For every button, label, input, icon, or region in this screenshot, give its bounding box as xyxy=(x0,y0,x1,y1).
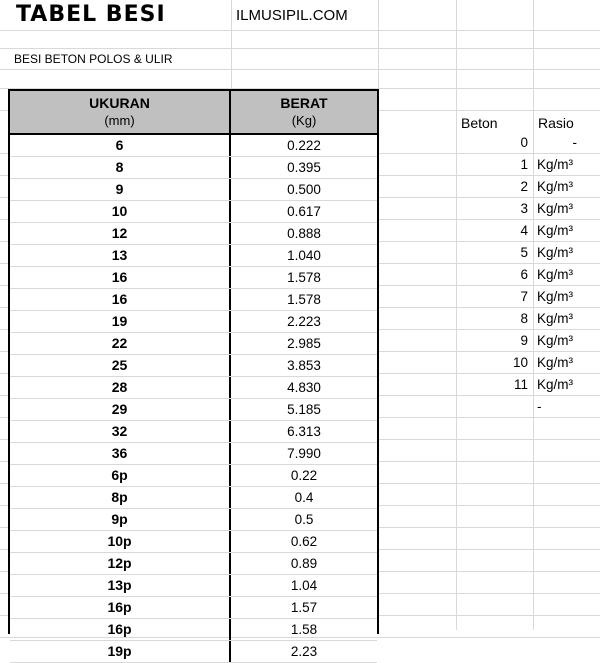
beton-cell[interactable]: 5 xyxy=(520,245,528,260)
berat-cell[interactable]: 1.04 xyxy=(290,578,318,593)
ukuran-cell[interactable]: 12 xyxy=(10,223,231,244)
ukuran-cell[interactable]: 13 xyxy=(10,245,231,266)
table-row xyxy=(10,465,377,487)
header-ukuran-unit: (mm) xyxy=(104,113,135,128)
sheet-subtitle[interactable]: BESI BETON POLOS & ULIR xyxy=(14,52,173,66)
table-row xyxy=(10,619,377,641)
table-row xyxy=(10,509,377,531)
ukuran-cell[interactable]: 32 xyxy=(10,421,231,442)
table-row xyxy=(10,179,377,201)
ukuran-cell[interactable]: 9p xyxy=(10,509,231,530)
berat-cell[interactable]: 1.578 xyxy=(287,292,321,307)
ukuran-cell[interactable]: 10p xyxy=(10,531,231,552)
beton-cell[interactable]: 8 xyxy=(520,311,528,326)
table-row xyxy=(10,487,377,509)
header-ukuran[interactable] xyxy=(10,91,231,133)
rasio-cell[interactable]: Kg/m³ xyxy=(537,223,574,238)
table-row xyxy=(10,333,377,355)
table-row xyxy=(10,311,377,333)
ukuran-cell[interactable]: 22 xyxy=(10,333,231,354)
berat-cell[interactable]: 0.222 xyxy=(287,138,321,153)
berat-cell[interactable]: 2.223 xyxy=(287,314,321,329)
rasio-cell[interactable]: Kg/m³ xyxy=(537,355,574,370)
ukuran-cell[interactable]: 25 xyxy=(10,355,231,376)
table-row xyxy=(10,377,377,399)
grid-row-line xyxy=(0,48,600,49)
berat-cell[interactable]: 0.888 xyxy=(287,226,321,241)
ukuran-cell[interactable]: 13p xyxy=(10,575,231,596)
rasio-cell[interactable]: Kg/m³ xyxy=(537,267,574,282)
ukuran-cell[interactable]: 29 xyxy=(10,399,231,420)
steel-weight-table xyxy=(8,89,379,659)
beton-cell[interactable]: 2 xyxy=(520,179,528,194)
table-body xyxy=(10,135,377,663)
berat-cell[interactable]: 0.5 xyxy=(294,512,314,527)
ukuran-cell[interactable]: 36 xyxy=(10,443,231,464)
ukuran-cell[interactable]: 19p xyxy=(10,641,231,662)
header-berat-unit: (Kg) xyxy=(291,113,317,128)
sheet-title[interactable]: TABEL BESI xyxy=(16,2,166,27)
table-row xyxy=(10,135,377,157)
rasio-trailing-cell[interactable]: - xyxy=(537,399,542,414)
beton-cell[interactable]: 7 xyxy=(520,289,528,304)
ukuran-cell[interactable]: 28 xyxy=(10,377,231,398)
ukuran-cell[interactable]: 8p xyxy=(10,487,231,508)
table-row xyxy=(10,531,377,553)
berat-cell[interactable]: 7.990 xyxy=(287,446,321,461)
berat-cell[interactable]: 0.22 xyxy=(290,468,318,483)
header-ukuran-label: UKURAN xyxy=(89,95,150,111)
ukuran-cell[interactable]: 16p xyxy=(10,619,231,640)
rasio-cell[interactable]: - xyxy=(572,135,577,150)
beton-cell[interactable]: 11 xyxy=(513,377,528,392)
table-row xyxy=(10,641,377,663)
table-row xyxy=(10,421,377,443)
berat-cell[interactable]: 0.395 xyxy=(287,160,321,175)
ukuran-cell[interactable]: 6p xyxy=(10,465,231,486)
grid-row-line xyxy=(0,30,600,31)
berat-cell[interactable]: 1.578 xyxy=(287,270,321,285)
beton-cell[interactable]: 4 xyxy=(520,223,528,238)
table-row xyxy=(10,443,377,465)
ukuran-cell[interactable]: 19 xyxy=(10,311,231,332)
ukuran-cell[interactable]: 9 xyxy=(10,179,231,200)
rasio-cell[interactable]: Kg/m³ xyxy=(537,201,574,216)
ukuran-cell[interactable]: 6 xyxy=(10,135,231,156)
rasio-cell[interactable]: Kg/m³ xyxy=(537,311,574,326)
rasio-header[interactable]: Rasio xyxy=(538,115,574,131)
ukuran-cell[interactable]: 10 xyxy=(10,201,231,222)
ukuran-cell[interactable]: 16p xyxy=(10,597,231,618)
berat-cell[interactable]: 0.617 xyxy=(287,204,321,219)
table-header xyxy=(10,91,377,135)
beton-cell[interactable]: 9 xyxy=(520,333,528,348)
berat-cell[interactable]: 1.040 xyxy=(287,248,321,263)
beton-cell[interactable]: 1 xyxy=(520,157,528,172)
berat-cell[interactable]: 6.313 xyxy=(287,424,321,439)
berat-cell[interactable]: 0.4 xyxy=(294,490,314,505)
header-berat-label: BERAT xyxy=(280,95,328,111)
table-row xyxy=(10,553,377,575)
ukuran-cell[interactable]: 12p xyxy=(10,553,231,574)
table-row xyxy=(10,597,377,619)
table-row xyxy=(10,245,377,267)
berat-cell[interactable]: 0.500 xyxy=(287,182,321,197)
beton-cell[interactable]: 10 xyxy=(512,355,528,370)
rasio-cell[interactable]: Kg/m³ xyxy=(537,333,574,348)
rasio-cell[interactable]: Kg/m³ xyxy=(537,377,574,392)
rasio-cell[interactable]: Kg/m³ xyxy=(537,289,574,304)
berat-cell[interactable]: 3.853 xyxy=(287,358,321,373)
berat-cell[interactable]: 1.58 xyxy=(290,622,318,637)
berat-cell[interactable]: 2.985 xyxy=(287,336,321,351)
ukuran-cell[interactable]: 16 xyxy=(10,289,231,310)
table-row xyxy=(10,201,377,223)
berat-cell[interactable]: 2.23 xyxy=(290,644,318,659)
grid-column-line xyxy=(533,0,534,630)
beton-cell[interactable]: 0 xyxy=(520,135,528,150)
ukuran-cell[interactable]: 16 xyxy=(10,267,231,288)
beton-header[interactable]: Beton xyxy=(461,115,498,131)
berat-cell[interactable]: 5.185 xyxy=(287,402,321,417)
grid-row-line xyxy=(0,69,600,70)
rasio-cell[interactable]: Kg/m³ xyxy=(537,157,574,172)
header-berat[interactable] xyxy=(231,91,377,133)
berat-cell[interactable]: 4.830 xyxy=(287,380,321,395)
table-row xyxy=(10,399,377,421)
berat-cell[interactable]: 0.89 xyxy=(290,556,318,571)
table-row xyxy=(10,575,377,597)
rasio-cell[interactable]: Kg/m³ xyxy=(537,179,574,194)
site-label[interactable]: ILMUSIPIL.COM xyxy=(236,7,348,24)
berat-cell[interactable]: 0.62 xyxy=(290,534,318,549)
berat-cell[interactable]: 1.57 xyxy=(290,600,318,615)
table-row xyxy=(10,289,377,311)
beton-cell[interactable]: 6 xyxy=(520,267,528,282)
ukuran-cell[interactable]: 8 xyxy=(10,157,231,178)
table-row xyxy=(10,157,377,179)
table-row xyxy=(10,223,377,245)
table-row xyxy=(10,267,377,289)
beton-cell[interactable]: 3 xyxy=(520,201,528,216)
table-row xyxy=(10,355,377,377)
rasio-cell[interactable]: Kg/m³ xyxy=(537,245,574,260)
